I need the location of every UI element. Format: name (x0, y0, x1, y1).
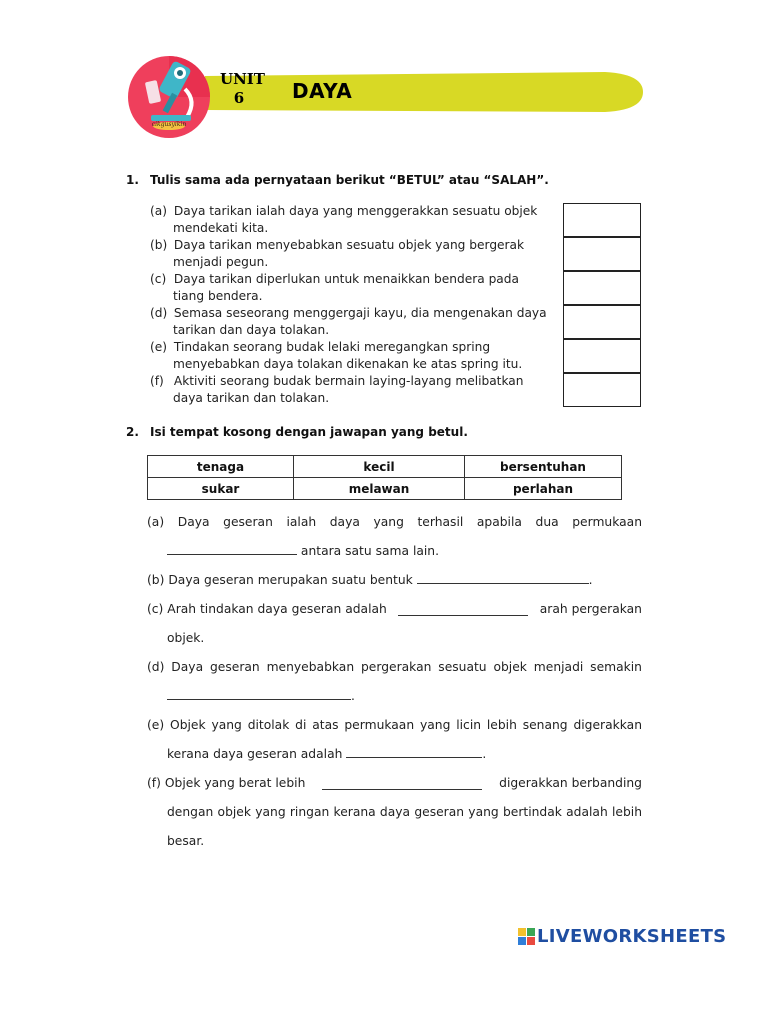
statement-b: (b) Daya tarikan menyebabkan sesuatu objek yang bergerak menjadi pegun. (150, 238, 525, 269)
statement-d: (d) Semasa seseorang menggergaji kayu, dia mengenakan daya tarikan dan daya tolakan. (150, 306, 547, 337)
fill-item-e: (e) Objek yang ditolak di atas permukaan yang licin lebih senang digerakkan kerana daya geseran adalah . (147, 718, 642, 761)
statement-c: (c) Daya tarikan diperlukan untuk menaikkan bendera pada tiang bendera. (150, 272, 519, 303)
liveworksheets-logo-icon (518, 928, 535, 945)
blank-d[interactable] (167, 687, 351, 700)
answer-box-a[interactable] (563, 203, 641, 237)
question-1-number: 1. (126, 173, 139, 187)
word-bank-table (147, 455, 622, 500)
statement-e: (e) Tindakan seorang budak lelaki meregangkan spring menyebabkan daya tolakan dikenakan ke atas spring itu. (150, 340, 523, 371)
word-bank-cell: bersentuhan (465, 456, 622, 478)
logo-caption: cikgusyikin (151, 121, 187, 128)
brand-name: LIVEWORKSHEETS (537, 925, 727, 947)
word-bank-cell: tenaga (148, 456, 294, 478)
blank-f[interactable] (322, 777, 482, 790)
word-bank-row (148, 456, 622, 478)
fill-item-c: (c) Arah tindakan daya geseran adalah arah pergerakan objek. (147, 602, 642, 645)
liveworksheets-brand[interactable] (518, 925, 726, 947)
question-2-number: 2. (126, 425, 139, 439)
blank-b[interactable] (417, 571, 589, 584)
answer-box-e[interactable] (563, 339, 641, 373)
fill-item-f: (f) Objek yang berat lebih digerakkan berbanding dengan objek yang ringan kerana daya geseran yang bertindak adalah lebih besar. (147, 776, 642, 848)
answer-box-b[interactable] (563, 237, 641, 271)
word-bank-cell: kecil (294, 456, 465, 478)
title-banner (205, 70, 643, 114)
fill-item-b: (b) Daya geseran merupakan suatu bentuk . (147, 573, 593, 587)
answer-box-f[interactable] (563, 373, 641, 407)
question-1-heading (126, 173, 549, 187)
answer-box-d[interactable] (563, 305, 641, 339)
question-2-heading (126, 425, 468, 439)
answer-box-c[interactable] (563, 271, 641, 305)
blank-e[interactable] (346, 745, 482, 758)
word-bank-cell: perlahan (465, 478, 622, 500)
blank-a[interactable] (167, 542, 297, 555)
fill-item-d: (d) Daya geseran menyebabkan pergerakan sesuatu objek menjadi semakin . (147, 660, 642, 703)
page-title: DAYA (292, 79, 353, 103)
unit-label: UNIT (220, 70, 265, 88)
fill-item-a: (a) Daya geseran ialah daya yang terhasil apabila dua permukaan antara satu sama lain. (147, 515, 642, 558)
unit-number: 6 (233, 89, 245, 107)
word-bank-cell: melawan (294, 478, 465, 500)
word-bank-row (148, 478, 622, 500)
statement-f: (f) Aktiviti seorang budak bermain laying-layang melibatkan daya tarikan dan tolakan. (150, 374, 524, 405)
question-2-instruction: Isi tempat kosong dengan jawapan yang betul. (150, 425, 468, 439)
word-bank-cell: sukar (148, 478, 294, 500)
statement-a: (a) Daya tarikan ialah daya yang menggerakkan sesuatu objek mendekati kita. (150, 204, 538, 235)
blank-c[interactable] (398, 603, 528, 616)
question-1-instruction: Tulis sama ada pernyataan berikut “BETUL” atau “SALAH”. (150, 173, 549, 187)
